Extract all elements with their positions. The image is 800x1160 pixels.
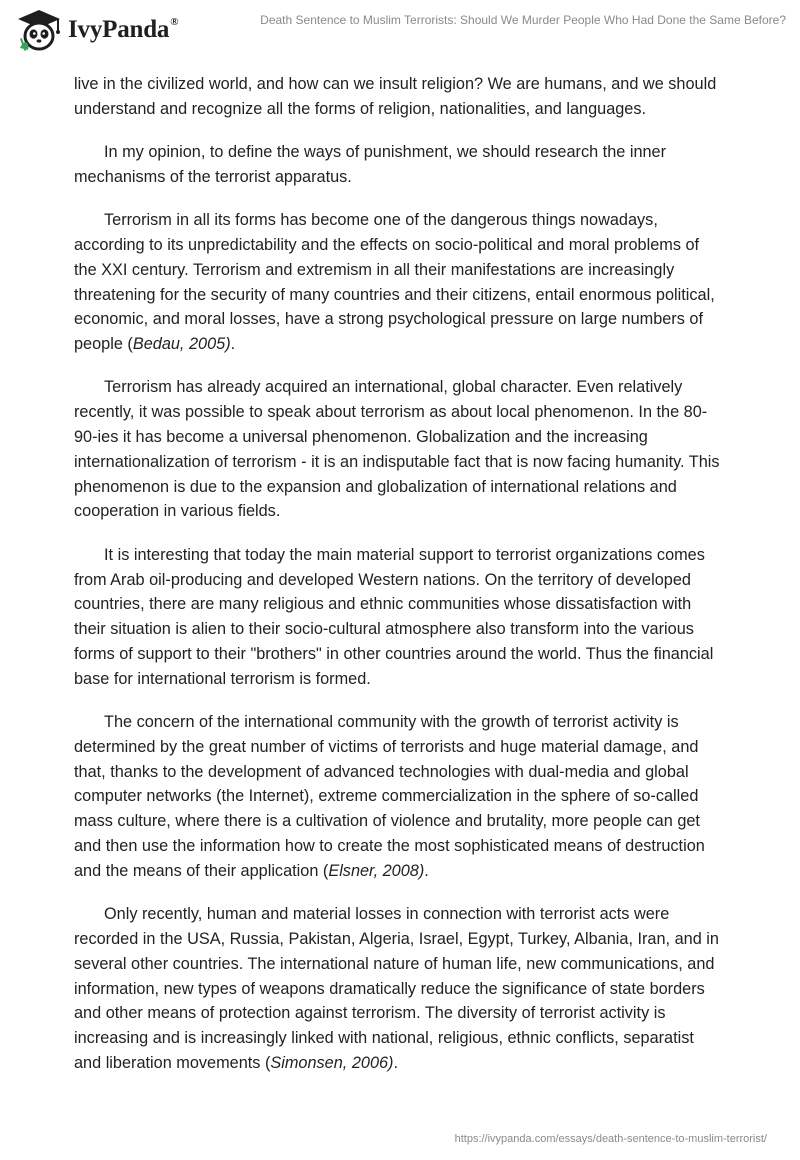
paragraph-4: Terrorism has already acquired an international, global character. Even relatively recently, it was possible to speak about terrorism as about local phenomenon. In the 80-90-ies it has become a universal phenomenon. Globalization and the increasing internationalization of terrorism - it is an indisputable fact that is now facing humanity. This phenomenon is due to the expansion and globalization of international relations and cooperation in various fields. <box>74 378 720 521</box>
paragraph-text: The concern of the international community with the growth of terrorist activity is determined by the great number of victims of terrorists and huge material damage, and that, thanks to the development of advanced technologies with dual-media and global computer networks (the Internet), extreme commercialization in the sphere of so-called mass culture, where there is a cultivation of violence and brutality, more people can get and then use the information how to create the most sophisticated means of destruction and the means of their application ( <box>74 713 705 880</box>
essay-body <box>74 72 724 1094</box>
paragraph-1: live in the civilized world, and how can we insult religion? We are humans, and we should understand and recognize all the forms of religion, nationalities, and languages. <box>74 75 717 118</box>
logo-link[interactable] <box>16 8 178 52</box>
paragraph-text: Terrorism in all its forms has become one of the dangerous things nowadays, according to its unpredictability and the effects on socio-political and moral problems of the XXI century. Terrorism and extremism in all their manifestations are increasingly threatening for the security of many countries and their citizens, entail enormous political, economic, and moral losses, have a strong psychological pressure on large numbers of people ( <box>74 211 715 354</box>
source-url-link[interactable]: https://ivypanda.com/essays/death-sentence-to-muslim-terrorist/ <box>454 1133 767 1145</box>
paragraph-3 <box>74 208 724 357</box>
logo-text: IvyPanda® <box>68 16 179 43</box>
paragraph-5: It is interesting that today the main material support to terrorist organizations comes from Arab oil-producing and developed Western nations. On the territory of developed countries, there are many religious and ethnic communities whose dissatisfaction with their situation is alien to their socio-cultural atmosphere also transform into the various forms of support to their "brothers" in other countries around the world. Thus the financial base for international terrorism is formed. <box>74 545 714 688</box>
paragraph-2: In my opinion, to define the ways of punishment, we should research the inner mechanisms of the terrorist apparatus. <box>74 143 667 186</box>
panda-logo-icon <box>16 8 62 52</box>
citation: Simonsen, 2006) <box>270 1053 394 1072</box>
citation: Bedau, 2005) <box>132 335 231 354</box>
paragraph-text-end: . <box>230 335 236 354</box>
document-title: Death Sentence to Muslim Terrorists: Should We Murder People Who Had Done the Same Before? <box>260 13 786 27</box>
citation: Elsner, 2008) <box>328 861 425 880</box>
registered-mark: ® <box>170 16 179 28</box>
paragraph-text-end: . <box>393 1053 399 1072</box>
paragraph-7 <box>74 902 724 1076</box>
paragraph-text: Only recently, human and material losses in connection with terrorist acts were recorded in the USA, Russia, Pakistan, Algeria, Israel, Egypt, Turkey, Albania, Iran, and in several other countries. The international nature of human life, new communications, and information, new types of weapons dramatically reduce the significance of state borders and other means of protection against terrorism. The diversity of terrorist activity is increasing and is increasingly linked with national, religious, ethnic conflicts, separatist and liberation movements ( <box>74 905 719 1072</box>
paragraph-text-end: . <box>424 861 429 880</box>
page-header <box>0 0 800 60</box>
paragraph-6 <box>74 710 724 884</box>
